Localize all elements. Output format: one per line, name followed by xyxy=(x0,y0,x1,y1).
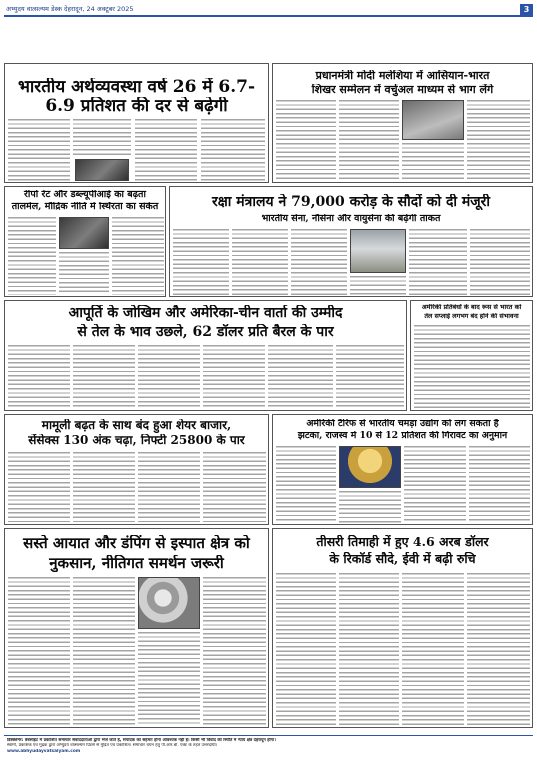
story-oil-column-3 xyxy=(138,345,200,409)
story-defence-column-5 xyxy=(409,229,467,295)
story-market-column-2 xyxy=(73,452,135,523)
story-side-oil-headline-line-1: अमेरिकी प्रतिबंधों के बाद रूस से भारत को xyxy=(421,304,522,311)
story-forex xyxy=(272,528,533,728)
story-modi-photo xyxy=(402,100,464,140)
story-forex-column-4 xyxy=(467,573,530,725)
story-defence xyxy=(169,186,533,297)
story-modi-column-4 xyxy=(467,100,530,181)
story-forex-column-2 xyxy=(339,573,399,725)
story-market-column-3 xyxy=(138,452,200,523)
page-footer xyxy=(4,735,533,756)
story-oil-column-1 xyxy=(8,345,70,409)
story-tariff-column-2 xyxy=(339,491,401,523)
story-defence-column-1 xyxy=(173,229,229,295)
story-gdp-headline-line-1: भारतीय अर्थव्यवस्था वर्ष 26 में 6.7- xyxy=(17,78,256,97)
story-defence-column-3 xyxy=(291,229,347,295)
story-forex-headline-line-2: के रिकॉर्ड सौदे, ईवी में बढ़ी रुचि xyxy=(329,552,476,566)
story-defence-headline-line-2: भारतीय सेना, नौसेना और वायुसेना की बढ़ेगी ताकत xyxy=(261,214,441,224)
story-gdp-column-3 xyxy=(135,119,197,181)
story-rate-column-2 xyxy=(59,252,109,295)
story-market-headline-line-1: मामूली बढ़त के साथ बंद हुआ शेयर बाजार, xyxy=(41,419,232,432)
story-forex-column-1 xyxy=(276,573,336,725)
story-modi xyxy=(272,63,533,183)
story-tariff-column-4 xyxy=(469,446,530,523)
story-market-column-4 xyxy=(203,452,266,523)
story-rate xyxy=(4,186,166,297)
story-oil-headline-line-2: से तेल के भाव उछले, 62 डॉलर प्रति बैरल के पार xyxy=(77,324,334,340)
story-modi-column-2 xyxy=(339,100,399,181)
story-rate-column-1 xyxy=(8,217,56,295)
story-modi-headline-line-2: शिखर सम्मेलन में वर्चुअल माध्यम से भाग लेंगे xyxy=(311,84,494,96)
story-steel-photo xyxy=(138,577,200,629)
story-defence-column-4 xyxy=(350,276,406,295)
story-steel xyxy=(4,528,269,728)
story-defence-column-6 xyxy=(470,229,530,295)
story-steel-column-2 xyxy=(73,577,135,725)
page-masthead xyxy=(4,4,533,17)
story-market xyxy=(4,414,269,525)
story-side-oil xyxy=(410,300,533,411)
story-steel-column-4 xyxy=(203,577,266,725)
footer-website-link[interactable]: www.abhyudayvatsalyam.com xyxy=(7,748,81,754)
story-steel-column-1 xyxy=(8,577,70,725)
story-gdp-column-1 xyxy=(8,119,70,181)
story-side-oil-column-1 xyxy=(414,325,530,409)
story-modi-column-1 xyxy=(276,100,336,181)
story-steel-headline-line-1: सस्ते आयात और डंपिंग से इस्पात क्षेत्र को xyxy=(23,535,250,552)
footer-disclaimer: डिस्क्लेमर: वेबसाइट में प्रकाशित समाचार संवाददाताओं द्वारा भेजे जाते हैं, संपादक का सहमत होना आवश्यक नहीं है। किसी भी विवाद की स्थिति में न्याय क्षेत्र देहरादून होगा। xyxy=(7,738,276,743)
story-modi-headline-line-1: प्रधानमंत्री मोदी मलेशिया में आसियान-भारत xyxy=(315,70,490,82)
story-gdp-column-4 xyxy=(201,119,265,181)
story-defence-headline-line-1: रक्षा मंत्रालय ने 79,000 करोड़ के सौदों को दी मंजूरी xyxy=(212,194,490,210)
story-oil-column-5 xyxy=(268,345,333,409)
story-rate-headline-line-1: रीपो रेट और डब्ल्यूपीआई का बढ़ता xyxy=(24,190,146,200)
story-defence-column-2 xyxy=(232,229,288,295)
story-oil-column-2 xyxy=(73,345,135,409)
story-side-oil-headline-line-2: तेल सप्लाई लगभग बंद होने की संभावना xyxy=(424,313,519,320)
story-steel-headline-line-2: नुकसान, नीतिगत समर्थन जरूरी xyxy=(49,555,224,572)
story-modi-column-3 xyxy=(402,143,464,181)
story-market-headline-line-2: सेंसेक्स 130 अंक चढ़ा, निफ्टी 25800 के पार xyxy=(28,434,245,447)
story-tariff-photo xyxy=(339,446,401,488)
story-oil-column-4 xyxy=(203,345,265,409)
footer-imprint: स्वामी, प्रकाशक एवं मुद्रक द्वारा अभ्युदय वात्सल्यम प्रिंटर्स से मुद्रित एवं प्रकाशित। समाचार चयन हेतु पी.आर.बी. एक्ट के तहत उत्तरदायी। xyxy=(7,743,218,749)
story-forex-column-3 xyxy=(402,573,464,725)
story-tariff-column-1 xyxy=(276,446,336,523)
page-number: 3 xyxy=(520,4,533,15)
story-tariff-column-3 xyxy=(404,446,466,523)
story-rate-photo xyxy=(59,217,109,249)
story-gdp xyxy=(4,63,269,183)
story-rate-headline-line-2: तालमेल, मौद्रिक नीति में स्थिरता का संकेत xyxy=(11,202,159,212)
story-forex-headline-line-1: तीसरी तिमाही में हुए 4.6 अरब डॉलर xyxy=(316,535,489,549)
story-market-column-1 xyxy=(8,452,70,523)
story-gdp-headline-line-2: 6.9 प्रतिशत की दर से बढ़ेगी xyxy=(45,97,228,116)
story-defence-photo xyxy=(350,229,406,273)
masthead-publication-line: अभ्युदय वात्सल्यम डेस्क देहरादून, 24 अक्टूबर 2025 xyxy=(6,5,134,13)
story-oil xyxy=(4,300,407,411)
story-rate-column-3 xyxy=(112,217,164,295)
story-gdp-photo xyxy=(75,159,129,181)
story-steel-column-3 xyxy=(138,632,200,725)
story-tariff-headline-line-2: झटका, राजस्व में 10 से 12 प्रतिशत की गिरावट का अनुमान xyxy=(297,431,508,441)
story-oil-column-6 xyxy=(336,345,404,409)
story-tariff xyxy=(272,414,533,525)
story-oil-headline-line-1: आपूर्ति के जोखिम और अमेरिका-चीन वार्ता की उम्मीद xyxy=(68,305,343,321)
story-tariff-headline-line-1: अमेरिकी टैरिफ से भारतीय चमड़ा उद्योग को लग सकता है xyxy=(306,419,499,429)
story-gdp-column-2 xyxy=(73,119,131,157)
